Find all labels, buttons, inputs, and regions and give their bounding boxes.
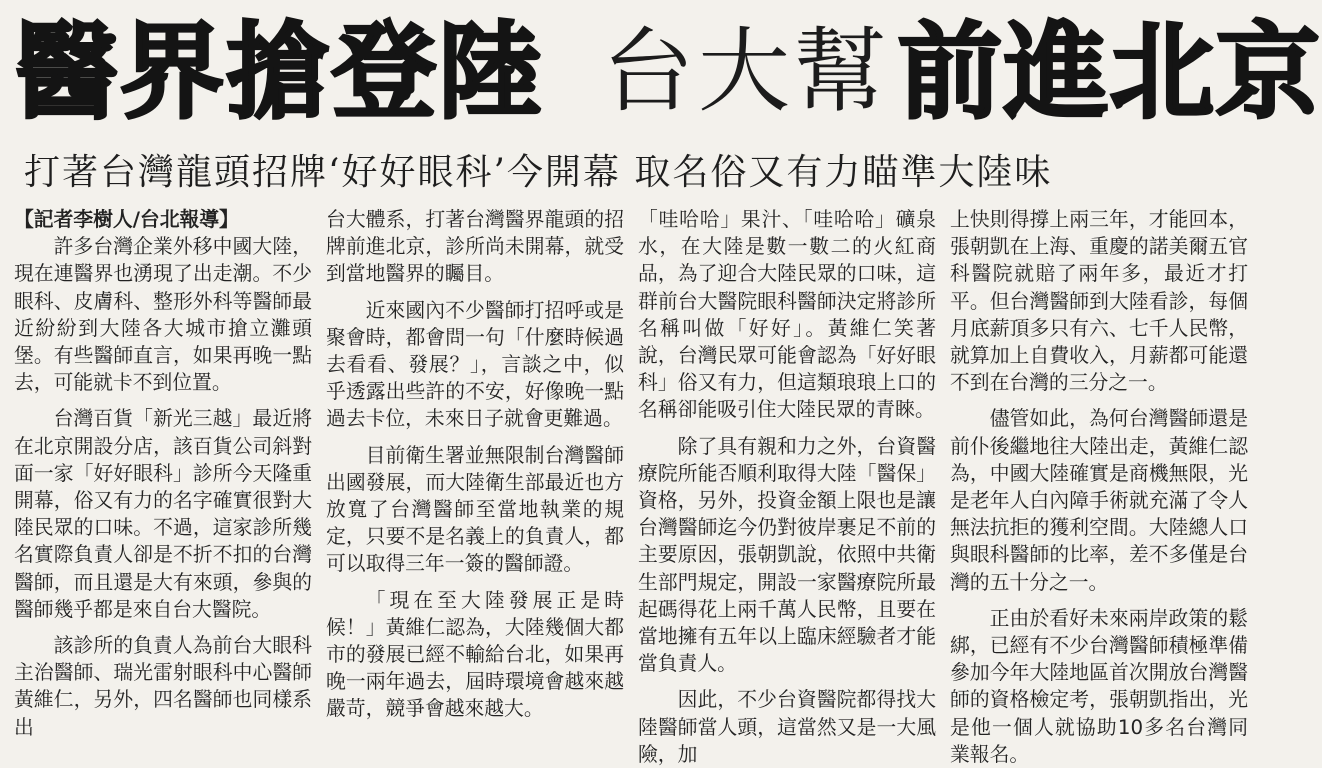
paragraph: 儘管如此，為何台灣醫師還是前仆後繼地往大陸出走，黃維仁認為，中國大陸確實是商機無限，光是老年人白內障手術就充滿了令人無法抗拒的獲利空間。大陸總人口與眼科醫師的比率，差不多僅是台灣的五十分之一。: [950, 407, 1248, 594]
headline-end: 前進北京: [898, 11, 1322, 133]
byline: 【記者李樹人/台北報導】: [14, 208, 239, 231]
article-column-3: [638, 206, 936, 766]
paragraph: 上快則得撐上兩三年，才能回本，張朝凱在上海、重慶的諾美爾五官科醫院就賠了兩年多，最近才打平。但台灣醫師到大陸看診，每個月底薪頂多只有六、七千人民幣，就算加上自費收入，月薪都可能還不到在台灣的三分之一。: [950, 208, 1248, 395]
paragraph: 許多台灣企業外移中國大陸，現在連醫界也湧現了出走潮。不少眼科、皮膚科、整形外科等醫師最近紛紛到大陸各大城市搶立灘頭堡。有些醫師直言，如果再晚一點去，可能就卡不到位置。: [14, 235, 312, 395]
paragraph: 目前衛生署並無限制台灣醫師出國發展，而大陸衛生部最近也方放寬了台灣醫師至當地執業的規定，只要不是名義上的負責人，都可以取得三年一簽的醫師證。: [326, 443, 624, 576]
paragraph: 台灣百貨「新光三越」最近將在北京開設分店，該百貨公司斜對面一家「好好眼科」診所今天隆重開幕，俗又有力的名字確實很對大陸民眾的口味。不過，這家診所幾名實際負責人卻是不折不扣的台灣醫師，而且還是大有來頭，參與的醫師幾乎都是來自台大醫院。: [14, 407, 312, 621]
headline-main: 醫界搶登陸: [14, 11, 545, 133]
paragraph: 正由於看好未來兩岸政策的鬆綁，已經有不少台灣醫師積極準備參加今年大陸地區首次開放台灣醫師的資格檢定考，張朝凱指出，光是他一個人就協助10多名台灣同業報名。: [950, 606, 1248, 766]
headline-script: 台大幫: [602, 18, 891, 125]
article-column-4: [950, 206, 1248, 766]
article-body: [14, 206, 1251, 766]
article-column-2: [326, 206, 624, 721]
article-column-1: [14, 206, 312, 739]
paragraph: 除了具有親和力之外，台資醫療院所能否順利取得大陸「醫保」資格，另外，投資金額上限也是讓台灣醫師迄今仍對彼岸裹足不前的主要原因，張朝凱說，依照中共衛生部門規定，開設一家醫療院所最起碼得花上兩千萬人民幣，且要在當地擁有五年以上臨床經驗者才能當負責人。: [638, 434, 936, 676]
headline: [14, 6, 1322, 138]
subheadline: 打著台灣龍頭招牌‘好好眼科’今開幕 取名俗又有力瞄準大陸味: [24, 152, 1053, 193]
paragraph: 「現在至大陸發展正是時候！」黃維仁認為，大陸幾個大都市的發展已經不輸給台北，如果再晚一兩年過去，屆時環境會越來越嚴苛，競爭會越來越大。: [326, 588, 624, 721]
paragraph: 「哇哈哈」果汁、「哇哈哈」礦泉水，在大陸是數一數二的火紅商品，為了迎合大陸民眾的口味，這群前台大醫院眼科醫師決定將診所名稱叫做「好好」。黃維仁笑著說，台灣民眾可能會認為「好好眼科」俗又有力，但這類琅琅上口的名稱卻能吸引住大陸民眾的青睞。: [638, 208, 936, 422]
paragraph: 近來國內不少醫師打招呼或是聚會時，都會問一句「什麼時候過去看看、發展？」，言談之中，似乎透露出些許的不安，好像晚一點過去卡位，未來日子就會更難過。: [326, 298, 624, 431]
paragraph: 台大體系，打著台灣醫界龍頭的招牌前進北京，診所尚未開幕，就受到當地醫界的矚目。: [326, 208, 624, 286]
paragraph: 因此，不少台資醫院都得找大陸醫師當人頭，這當然又是一大風險，加: [638, 688, 936, 766]
paragraph: 該診所的負責人為前台大眼科主治醫師、瑞光雷射眼科中心醫師黃維仁，另外，四名醫師也同樣系出: [14, 634, 312, 739]
